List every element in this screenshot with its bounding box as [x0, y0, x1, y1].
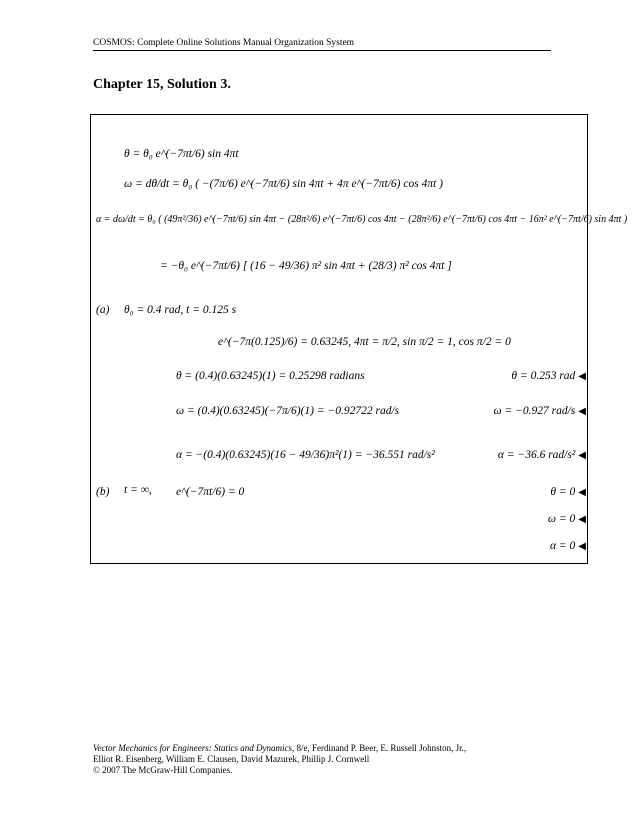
- page-footer: [93, 743, 466, 776]
- footer-copyright: © 2007 The McGraw-Hill Companies.: [93, 765, 233, 775]
- omega-result: ω = −0.927 rad/s ◀: [493, 405, 586, 417]
- part-a-label: (a): [96, 304, 110, 316]
- omega-calc: ω = (0.4)(0.63245)(−7π/6)(1) = −0.92722 rad/s: [176, 405, 400, 417]
- answer-marker-icon: ◀: [578, 406, 586, 417]
- theta-calc: θ = (0.4)(0.63245)(1) = 0.25298 radians: [176, 370, 365, 382]
- part-b-limit: e^(−7πt/6) = 0: [176, 486, 245, 498]
- answer-marker-icon: ◀: [578, 371, 586, 382]
- page-title: Chapter 15, Solution 3.: [93, 77, 231, 92]
- footer-authors-1: , 8/e, Ferdinand P. Beer, E. Russell Johnston, Jr.,: [291, 743, 467, 753]
- part-a-given: θ₀ = 0.4 rad, t = 0.125 s: [124, 304, 237, 316]
- part-a-values: e^(−7π(0.125)/6) = 0.63245, 4πt = π/2, sin π/2 = 1, cos π/2 = 0: [218, 336, 511, 348]
- eq-alpha-simplified: = −θ₀ e^(−7πt/6) [ (16 − 49/36) π² sin 4πt + (28/3) π² cos 4πt ]: [160, 260, 452, 272]
- alpha-result: α = −36.6 rad/s² ◀: [497, 449, 586, 461]
- eq-theta: θ = θ₀ e^(−7πt/6) sin 4πt: [124, 148, 239, 160]
- eq-alpha: α = dω/dt = θ₀ ( (49π²/36) e^(−7πt/6) sin 4πt − (28π²/6) e^(−7πt/6) cos 4πt − (28π²/6) e^(−7πt/6) cos 4πt − 16π² e^(−7πt/6) sin 4πt ): [96, 214, 628, 225]
- answer-marker-icon: ◀: [578, 541, 586, 552]
- theta-limit-result: θ = 0 ◀: [550, 486, 586, 498]
- part-b-given: t = ∞,: [124, 484, 152, 496]
- omega-limit-result: ω = 0 ◀: [547, 513, 586, 525]
- theta-result: θ = 0.253 rad ◀: [511, 370, 586, 382]
- answer-marker-icon: ◀: [578, 487, 586, 498]
- part-b-label: (b): [96, 486, 110, 498]
- alpha-limit-result: α = 0 ◀: [550, 540, 586, 552]
- footer-authors-2: Elliot R. Eisenberg, William E. Clausen, David Mazurek, Phillip J. Cornwell: [93, 754, 370, 764]
- alpha-calc: α = −(0.4)(0.63245)(16 − 49/36)π²(1) = −36.551 rad/s²: [176, 449, 435, 461]
- page-header: COSMOS: Complete Online Solutions Manual Organization System: [93, 38, 551, 51]
- book-title: Vector Mechanics for Engineers: Statics and Dynamics: [93, 743, 292, 753]
- answer-marker-icon: ◀: [578, 450, 586, 461]
- eq-omega: ω = dθ/dt = θ₀ ( −(7π/6) e^(−7πt/6) sin 4πt + 4π e^(−7πt/6) cos 4πt ): [124, 178, 443, 190]
- answer-marker-icon: ◀: [578, 514, 586, 525]
